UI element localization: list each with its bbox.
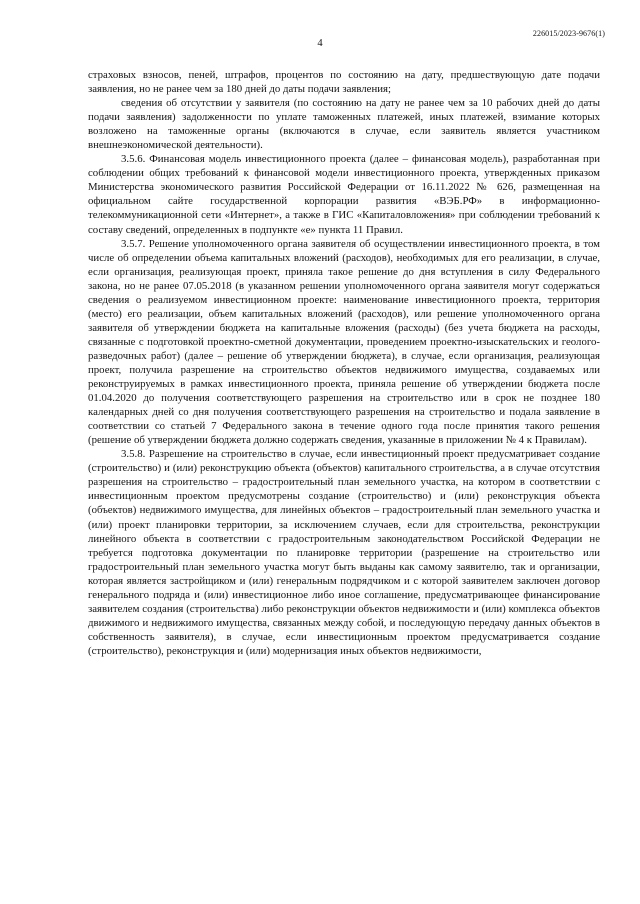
paragraph: страховых взносов, пеней, штрафов, процентов по состоянию на дату, предшествующую дате подачи заявления, но не ранее чем за 180 дней до даты подачи заявления; (88, 69, 600, 96)
paragraph-3-5-7: 3.5.7. Решение уполномоченного органа заявителя об осуществлении инвестиционного проекта, в том числе об определении объема капитальных вложений (расходов), необходимых для его реализации, в случае, если организация, реализующая проект, приняла такое решение до дня вступления в силу Федерального закона, но не ранее 07.05.2018 (в указанном решении уполномоченного органа заявителя могут содержаться сведения о реализуемом инвестиционном проекте: наименование инвестиционного проекта, территория (место) его реализации, объем капитальных вложений (расходов), или решение уполномоченного органа заявителя об утверждении бюджета на капитальные вложения (расходы) (без учета бюджета на расходы, связанные с подготовкой проектно-сметной документации, проведением проектно-изыскательских и геолого-разведочных работ) (далее – решение об утверждении бюджета), в случае, если организация, реализующая проект, получила разрешение на строительство объектов недвижимого имущества, создаваемых или реконструируемых в рамках инвестиционного проекта, приняла решение об утверждении бюджета после 01.04.2020 до получения соответствующего разрешения на строительство или в срок не позднее 180 календарных дней со дня получения соответствующего разрешения на строительство и подала заявление в соответствии со статьей 7 Федерального закона в течение одного года после принятия такого решения (решение об утверждении бюджета должно содержать сведения, указанные в приложении № 4 к Правилам). (88, 237, 600, 447)
paragraph: сведения об отсутствии у заявителя (по состоянию на дату не ранее чем за 10 рабочих дней до даты подачи заявления) задолженности по уплате таможенных платежей, иных платежей, взимание которых возложено на таможенные органы (включаются в случае, если заявитель является участником внешнеэкономической деятельности). (88, 97, 600, 152)
page-number: 4 (317, 38, 323, 49)
document-body (88, 68, 600, 658)
paragraph-3-5-8: 3.5.8. Разрешение на строительство в случае, если инвестиционный проект предусматривает создание (строительство) и (или) реконструкцию объекта (объектов) капитального строительства, а в случае отсутствия разрешения на строительство – градостроительный план земельного участка, на котором в соответствии с инвестиционным проектом предусмотрены создание (строительство) и (или) реконструкция объекта (объектов) недвижимого имущества, для линейных объектов – градостроительный план земельного участка и (или) проект планировки территории, за исключением случаев, если для строительства, реконструкции линейного объекта в соответствии с градостроительным законодательством Российской Федерации не требуется подготовка документации по планировке территории (разрешение на строительство или градостроительный план земельного участка могут быть выданы как самому заявителю, так и организации, которая является застройщиком и (или) генеральным подрядчиком и с которой заявителем заключен договор генерального подряда и (или) инвестиционное либо иное соглашение, предусматривающее финансирование заявителем создания (строительства) либо реконструкции объектов недвижимости и (или) комплекса объектов движимого и недвижимого имущества, связанных между собой, и последующую передачу данных объектов в собственность заявителя), в случае, если инвестиционным проектом предусматривается создание (строительство), реконструкция и (или) модернизация иных объектов недвижимости, (88, 448, 600, 657)
document-id: 226015/2023-9676(1) (532, 29, 605, 38)
paragraph-3-5-6: 3.5.6. Финансовая модель инвестиционного проекта (далее – финансовая модель), разработанная при соблюдении общих требований к финансовой модели инвестиционного проекта, утвержденных приказом Министерства экономического развития Российской Федерации от 16.11.2022 № 626, размещенная на официальном сайте государственной корпорации развития «ВЭБ.РФ» в информационно-телекоммуникационной сети «Интернет», а также в ГИС «Капиталовложения» при соблюдении требований к составу сведений, определенных в подпункте «е» пункта 11 Правил. (88, 153, 600, 236)
